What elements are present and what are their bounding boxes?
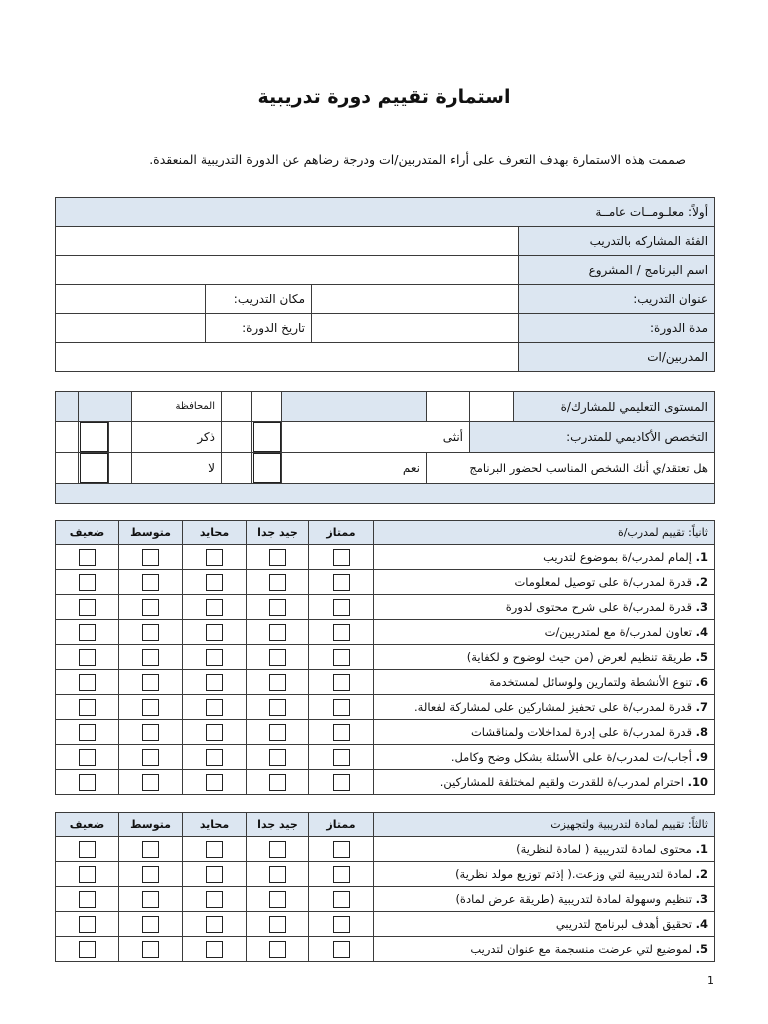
material-item-row [56, 912, 715, 937]
training-title-label: عنوان التدريب: [519, 285, 715, 314]
rating-checkbox[interactable] [269, 574, 286, 591]
title-field[interactable] [312, 285, 519, 314]
trainer-item-row [56, 745, 715, 770]
participant-table [55, 391, 715, 504]
trainer-item-9-very-good-cell [247, 745, 309, 770]
rating-checkbox[interactable] [333, 749, 350, 766]
category-field[interactable] [56, 227, 519, 256]
item-label: لمادة لتدريبية لتي وزعت.( إذتم توزيع مولد نظرية) [455, 867, 692, 881]
intro-text: صممت هذه الاستمارة بهدف التعرف على أراء المتدربين/ات ودرجة رضاهم عن الدورة التدريبية المنعقدة. [149, 152, 686, 167]
materials-evaluation-table [55, 812, 715, 962]
rating-checkbox[interactable] [333, 891, 350, 908]
material-item-1-average-cell [119, 837, 183, 862]
material-item-1-excellent-cell [309, 837, 374, 862]
duration-field[interactable] [312, 314, 519, 343]
item-number: 1. [695, 550, 708, 564]
trainer-item-6-neutral-cell [183, 670, 247, 695]
rating-checkbox[interactable] [269, 724, 286, 741]
trainer-item-item-text [374, 620, 715, 645]
trainer-item-10-average-cell [119, 770, 183, 795]
rating-checkbox[interactable] [333, 774, 350, 791]
trainer-item-5-very-good-cell [247, 645, 309, 670]
item-number: 2. [695, 575, 708, 589]
item-label: قدرة لمدرب/ة على شرح محتوى لدورة [505, 600, 692, 614]
item-number: 8. [695, 725, 708, 739]
specialty-label: التخصص الأكاديمي للمتدرب: [470, 422, 715, 453]
rating-checkbox[interactable] [269, 549, 286, 566]
trainer-item-10-excellent-cell [309, 770, 374, 795]
trainer-item-item-text [374, 670, 715, 695]
item-label: تحقيق أهدف لبرنامج لتدريبي [555, 917, 692, 931]
rating-checkbox[interactable] [269, 841, 286, 858]
rating-checkbox[interactable] [79, 549, 96, 566]
rating-checkbox[interactable] [79, 649, 96, 666]
trainer-item-3-neutral-cell [183, 595, 247, 620]
material-item-3-excellent-cell [309, 887, 374, 912]
rating-checkbox[interactable] [206, 841, 223, 858]
rating-checkbox[interactable] [79, 841, 96, 858]
material-item-3-weak-cell [56, 887, 119, 912]
rating-checkbox[interactable] [269, 599, 286, 616]
yes-label: نعم [282, 453, 427, 484]
date-field[interactable] [56, 314, 206, 343]
material-item-item-text [374, 937, 715, 962]
material-item-2-neutral-cell [183, 862, 247, 887]
page-number: 1 [707, 974, 714, 987]
rating-checkbox[interactable] [206, 891, 223, 908]
trainer-item-5-neutral-cell [183, 645, 247, 670]
material-item-row [56, 837, 715, 862]
material-item-2-average-cell [119, 862, 183, 887]
rating-checkbox[interactable] [79, 749, 96, 766]
rating-checkbox[interactable] [333, 841, 350, 858]
item-number: 3. [695, 892, 708, 906]
trainer-item-9-excellent-cell [309, 745, 374, 770]
material-item-5-neutral-cell [183, 937, 247, 962]
female-label: أنثى [282, 422, 470, 453]
trainer-item-6-weak-cell [56, 670, 119, 695]
trainer-item-5-weak-cell [56, 645, 119, 670]
material-item-5-average-cell [119, 937, 183, 962]
trainer-item-1-average-cell [119, 545, 183, 570]
item-number: 4. [695, 625, 708, 639]
rating-checkbox[interactable] [142, 916, 159, 933]
rating-checkbox[interactable] [206, 774, 223, 791]
rating-checkbox[interactable] [142, 866, 159, 883]
rating-checkbox[interactable] [79, 941, 96, 958]
item-number: 9. [695, 750, 708, 764]
rating-checkbox[interactable] [142, 724, 159, 741]
trainer-item-10-weak-cell [56, 770, 119, 795]
trainer-item-5-excellent-cell [309, 645, 374, 670]
duration-label: مدة الدورة: [519, 314, 715, 343]
rating-checkbox[interactable] [333, 866, 350, 883]
item-label: قدرة لمدرب/ة على توصيل لمعلومات [514, 575, 692, 589]
scale-excellent: ممتاز [309, 521, 374, 545]
rating-checkbox[interactable] [79, 866, 96, 883]
rating-checkbox[interactable] [333, 916, 350, 933]
scale-very-good: جيد جدا [247, 521, 309, 545]
material-item-3-neutral-cell [183, 887, 247, 912]
rating-checkbox[interactable] [269, 866, 286, 883]
trainer-item-7-neutral-cell [183, 695, 247, 720]
male-checkbox[interactable] [79, 422, 109, 453]
rating-checkbox[interactable] [79, 891, 96, 908]
rating-checkbox[interactable] [79, 624, 96, 641]
rating-checkbox[interactable] [206, 749, 223, 766]
item-number: 5. [695, 650, 708, 664]
item-number: 2. [695, 867, 708, 881]
trainer-item-8-very-good-cell [247, 720, 309, 745]
trainer-item-row [56, 720, 715, 745]
material-item-4-average-cell [119, 912, 183, 937]
scale-weak: ضعيف [56, 521, 119, 545]
item-label: محتوى لمادة لتدريبية ( لمادة لنظرية) [516, 842, 692, 856]
rating-checkbox[interactable] [206, 916, 223, 933]
material-item-5-weak-cell [56, 937, 119, 962]
rating-checkbox[interactable] [333, 624, 350, 641]
trainer-item-4-average-cell [119, 620, 183, 645]
rating-checkbox[interactable] [79, 699, 96, 716]
material-item-item-text [374, 837, 715, 862]
rating-checkbox[interactable] [206, 699, 223, 716]
no-label: لا [132, 453, 222, 484]
trainer-item-4-very-good-cell [247, 620, 309, 645]
item-label: قدرة لمدرب/ة على تحفيز لمشاركين على لمشاركة لفعالة. [414, 700, 692, 714]
material-item-4-excellent-cell [309, 912, 374, 937]
material-item-5-excellent-cell [309, 937, 374, 962]
trainer-item-item-text [374, 570, 715, 595]
rating-checkbox[interactable] [206, 549, 223, 566]
scale-excellent: ممتاز [309, 813, 374, 837]
material-item-item-text [374, 887, 715, 912]
rating-checkbox[interactable] [206, 599, 223, 616]
rating-checkbox[interactable] [333, 699, 350, 716]
rating-checkbox[interactable] [206, 941, 223, 958]
material-item-2-excellent-cell [309, 862, 374, 887]
trainer-item-6-very-good-cell [247, 670, 309, 695]
trainer-item-3-average-cell [119, 595, 183, 620]
rating-checkbox[interactable] [79, 674, 96, 691]
trainer-item-row [56, 545, 715, 570]
education-box[interactable] [427, 392, 470, 422]
rating-checkbox[interactable] [142, 891, 159, 908]
trainer-item-row [56, 570, 715, 595]
scale-average: متوسط [119, 521, 183, 545]
trainer-item-item-text [374, 720, 715, 745]
scale-very-good: جيد جدا [247, 813, 309, 837]
rating-checkbox[interactable] [142, 649, 159, 666]
trainer-item-9-weak-cell [56, 745, 119, 770]
rating-checkbox[interactable] [79, 599, 96, 616]
rating-checkbox[interactable] [142, 749, 159, 766]
female-checkbox[interactable] [252, 422, 282, 453]
general-info-table [55, 197, 715, 372]
item-number: 4. [695, 917, 708, 931]
material-item-item-text [374, 912, 715, 937]
rating-checkbox[interactable] [206, 724, 223, 741]
rating-checkbox[interactable] [333, 574, 350, 591]
material-item-row [56, 937, 715, 962]
governorate-box[interactable] [252, 392, 282, 422]
trainer-item-2-weak-cell [56, 570, 119, 595]
rating-checkbox[interactable] [206, 649, 223, 666]
item-label: إلمام لمدرب/ة بموضوع لتدريب [543, 550, 692, 564]
trainer-item-row [56, 620, 715, 645]
trainer-item-row [56, 695, 715, 720]
place-field[interactable] [56, 285, 206, 314]
item-number: 7. [695, 700, 708, 714]
item-label: تعاون لمدرب/ة مع لمتدربين/ت [544, 625, 692, 639]
material-item-3-very-good-cell [247, 887, 309, 912]
rating-checkbox[interactable] [333, 599, 350, 616]
rating-checkbox[interactable] [142, 699, 159, 716]
item-number: 10. [687, 775, 708, 789]
material-item-row [56, 862, 715, 887]
trainer-item-8-excellent-cell [309, 720, 374, 745]
material-item-3-average-cell [119, 887, 183, 912]
item-label: تنوع الأنشطة ولتمارين ولوسائل لمستخدمة [489, 675, 692, 689]
trainer-item-1-excellent-cell [309, 545, 374, 570]
material-item-1-neutral-cell [183, 837, 247, 862]
material-item-4-neutral-cell [183, 912, 247, 937]
trainer-item-item-text [374, 695, 715, 720]
trainer-item-item-text [374, 545, 715, 570]
scale-weak: ضعيف [56, 813, 119, 837]
material-item-4-very-good-cell [247, 912, 309, 937]
rating-checkbox[interactable] [142, 549, 159, 566]
material-item-1-weak-cell [56, 837, 119, 862]
item-label: لموضيع لتي عرضت منسجمة مع عنوان لتدريب [470, 942, 692, 956]
trainer-item-4-neutral-cell [183, 620, 247, 645]
trainer-evaluation-table [55, 520, 715, 795]
governorate-label: المحافظة [132, 392, 222, 422]
rating-checkbox[interactable] [269, 774, 286, 791]
section1-header: أولاً: معلـومــات عامــة [56, 198, 715, 227]
trainer-item-7-excellent-cell [309, 695, 374, 720]
trainer-item-7-very-good-cell [247, 695, 309, 720]
rating-checkbox[interactable] [333, 674, 350, 691]
item-number: 3. [695, 600, 708, 614]
suitability-question: هل تعتقد/ي أنك الشخص المناسب لحضور البرنامج [427, 453, 715, 484]
section2-header: ثانياً: تقييم لمدرب/ة [374, 521, 715, 545]
rating-checkbox[interactable] [79, 774, 96, 791]
trainer-item-2-very-good-cell [247, 570, 309, 595]
item-label: طريقة تنظيم لعرض (من حيث لوضوح و لكفاية) [466, 650, 692, 664]
trainer-item-1-neutral-cell [183, 545, 247, 570]
rating-checkbox[interactable] [206, 866, 223, 883]
material-item-5-very-good-cell [247, 937, 309, 962]
rating-checkbox[interactable] [333, 649, 350, 666]
trainer-item-row [56, 645, 715, 670]
rating-checkbox[interactable] [142, 841, 159, 858]
rating-checkbox[interactable] [79, 724, 96, 741]
rating-checkbox[interactable] [269, 916, 286, 933]
trainer-item-7-weak-cell [56, 695, 119, 720]
category-label: الفئة المشاركه بالتدريب [519, 227, 715, 256]
rating-checkbox[interactable] [206, 674, 223, 691]
rating-checkbox[interactable] [333, 724, 350, 741]
trainer-item-4-weak-cell [56, 620, 119, 645]
trainer-item-1-very-good-cell [247, 545, 309, 570]
rating-checkbox[interactable] [269, 649, 286, 666]
program-label: اسم البرنامج / المشروع [519, 256, 715, 285]
rating-checkbox[interactable] [142, 624, 159, 641]
male-label: ذكر [132, 422, 222, 453]
trainer-item-9-average-cell [119, 745, 183, 770]
trainer-item-item-text [374, 645, 715, 670]
trainer-item-6-excellent-cell [309, 670, 374, 695]
trainer-item-item-text [374, 745, 715, 770]
trainer-item-row [56, 770, 715, 795]
rating-checkbox[interactable] [269, 624, 286, 641]
rating-checkbox[interactable] [269, 674, 286, 691]
item-label: احترام لمدرب/ة للقدرت ولقيم لمختلفة للمشاركين. [439, 775, 684, 789]
rating-checkbox[interactable] [79, 574, 96, 591]
rating-checkbox[interactable] [269, 699, 286, 716]
rating-checkbox[interactable] [333, 549, 350, 566]
trainers-field[interactable] [56, 343, 519, 372]
item-label: أجاب/ت لمدرب/ة على الأسئلة بشكل وضح وكامل. [450, 750, 692, 764]
trainer-item-10-very-good-cell [247, 770, 309, 795]
item-label: تنظيم وسهولة لمادة لتدريبية (طريقة عرض لمادة) [455, 892, 692, 906]
trainer-item-9-neutral-cell [183, 745, 247, 770]
material-item-2-weak-cell [56, 862, 119, 887]
rating-checkbox[interactable] [142, 599, 159, 616]
scale-neutral: محايد [183, 813, 247, 837]
trainer-item-10-neutral-cell [183, 770, 247, 795]
section3-header: ثالثاً: تقييم لمادة لتدريبية ولتجهيزت [374, 813, 715, 837]
trainer-item-5-average-cell [119, 645, 183, 670]
trainer-item-1-weak-cell [56, 545, 119, 570]
trainers-label: المدربين/ات [519, 343, 715, 372]
trainer-item-2-neutral-cell [183, 570, 247, 595]
material-item-2-very-good-cell [247, 862, 309, 887]
rating-checkbox[interactable] [269, 941, 286, 958]
trainer-item-3-excellent-cell [309, 595, 374, 620]
rating-checkbox[interactable] [269, 749, 286, 766]
trainer-item-3-weak-cell [56, 595, 119, 620]
trainer-item-row [56, 595, 715, 620]
material-item-4-weak-cell [56, 912, 119, 937]
material-item-row [56, 887, 715, 912]
scale-average: متوسط [119, 813, 183, 837]
trainer-item-7-average-cell [119, 695, 183, 720]
trainer-item-item-text [374, 770, 715, 795]
rating-checkbox[interactable] [269, 891, 286, 908]
item-label: قدرة لمدرب/ة على إدرة لمداخلات ولمناقشات [470, 725, 692, 739]
rating-checkbox[interactable] [206, 624, 223, 641]
rating-checkbox[interactable] [79, 916, 96, 933]
education-label: المستوى التعليمي للمشارك/ة [514, 392, 715, 422]
trainer-item-3-very-good-cell [247, 595, 309, 620]
item-number: 5. [695, 942, 708, 956]
rating-checkbox[interactable] [142, 774, 159, 791]
item-number: 6. [695, 675, 708, 689]
trainer-item-row [56, 670, 715, 695]
rating-checkbox[interactable] [142, 941, 159, 958]
place-label: مكان التدريب: [206, 285, 312, 314]
trainer-item-8-weak-cell [56, 720, 119, 745]
date-label: تاريخ الدورة: [206, 314, 312, 343]
no-checkbox[interactable] [79, 453, 109, 484]
trainer-item-2-excellent-cell [309, 570, 374, 595]
material-item-1-very-good-cell [247, 837, 309, 862]
material-item-item-text [374, 862, 715, 887]
trainer-item-4-excellent-cell [309, 620, 374, 645]
trainer-item-2-average-cell [119, 570, 183, 595]
item-number: 1. [695, 842, 708, 856]
trainer-item-8-average-cell [119, 720, 183, 745]
trainer-item-6-average-cell [119, 670, 183, 695]
rating-checkbox[interactable] [142, 674, 159, 691]
page-title: استمارة تقييم دورة تدريبية [257, 86, 511, 108]
rating-checkbox[interactable] [333, 941, 350, 958]
yes-checkbox[interactable] [252, 453, 282, 484]
trainer-item-item-text [374, 595, 715, 620]
program-field[interactable] [56, 256, 519, 285]
rating-checkbox[interactable] [206, 574, 223, 591]
rating-checkbox[interactable] [142, 574, 159, 591]
scale-neutral: محايد [183, 521, 247, 545]
trainer-item-8-neutral-cell [183, 720, 247, 745]
